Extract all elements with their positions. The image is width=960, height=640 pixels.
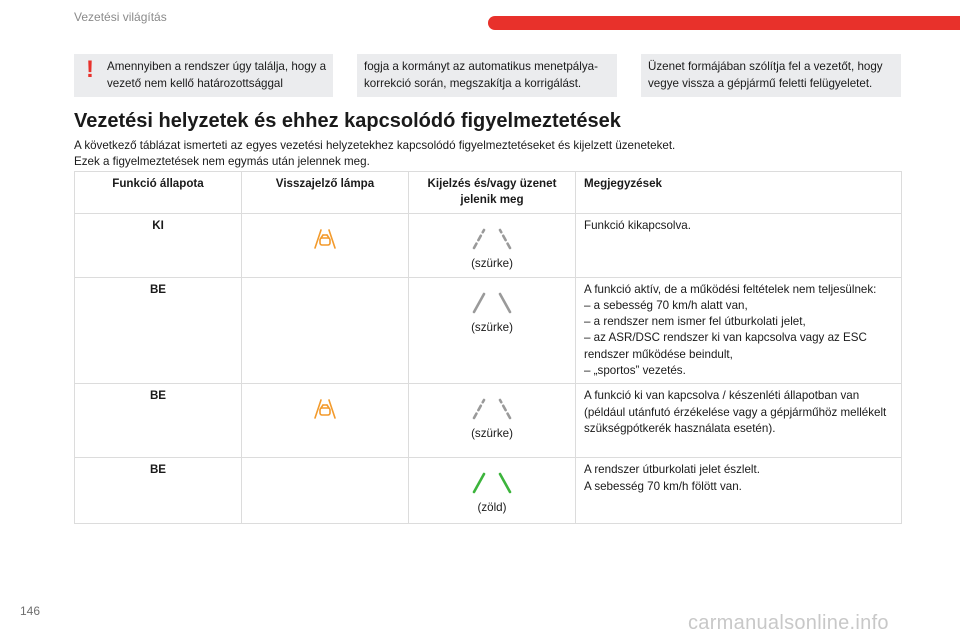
note-line: – az ASR/DSC rendszer ki van kapcsolva vagy az ESC rendszer működése beindult, bbox=[584, 331, 867, 361]
table-header-row bbox=[75, 172, 902, 214]
note-line: A rendszer útburkolati jelet észlelt. bbox=[584, 463, 760, 477]
note-line: – a sebesség 70 km/h alatt van, bbox=[584, 298, 748, 312]
cell-display bbox=[409, 384, 576, 458]
cell-state: BE bbox=[75, 384, 242, 458]
note-line: A sebesség 70 km/h fölött van. bbox=[584, 479, 742, 493]
note-line: – „sportos” vezetés. bbox=[584, 364, 686, 378]
display-color-caption: (szürke) bbox=[471, 256, 513, 270]
note-line: Funkció kikapcsolva. bbox=[584, 218, 691, 232]
intro-line: A következő táblázat ismerteti az egyes vezetési helyzetekhez kapcsolódó figyelmeztetéseket és kijelzett üzeneteket. bbox=[74, 139, 676, 152]
cell-display bbox=[409, 277, 576, 384]
running-header: Vezetési világítás bbox=[74, 10, 167, 24]
note-line: A funkció aktív, de a működési feltételek nem teljesülnek: bbox=[584, 282, 877, 296]
lane-lines-solid-icon bbox=[460, 472, 524, 494]
header-lamp: Visszajelző lámpa bbox=[242, 172, 409, 214]
table-row bbox=[75, 213, 902, 277]
warning-box bbox=[74, 54, 333, 97]
watermark: carmanualsonline.info bbox=[688, 612, 889, 634]
page-number: 146 bbox=[20, 604, 41, 618]
cell-lamp bbox=[242, 384, 409, 458]
warning-box-text: Amennyiben a rendszer úgy találja, hogy a vezető nem kellő határozottsággal bbox=[107, 60, 327, 90]
section-intro bbox=[74, 138, 675, 169]
lane-lines-dashed-icon bbox=[460, 228, 524, 250]
cell-notes bbox=[576, 458, 902, 524]
cell-lamp bbox=[242, 277, 409, 384]
intro-line: Ezek a figyelmeztetések nem egymás után jelennek meg. bbox=[74, 154, 370, 168]
message-box-text: Üzenet formájában szólítja fel a vezetőt, hogy vegye vissza a gépjármű feletti felügyeletet. bbox=[648, 60, 883, 90]
lane-keeping-warning-lamp-icon bbox=[312, 396, 338, 420]
note-line: A funkció ki van kapcsolva / készenléti állapotban van (például utánfutó érzékelése vagy a gépjárműhöz mellékelt szükségpótkerék használata esetén). bbox=[584, 389, 887, 435]
cell-display bbox=[409, 213, 576, 277]
table-row bbox=[75, 458, 902, 524]
cell-state: KI bbox=[75, 213, 242, 277]
header-notes: Megjegyzések bbox=[576, 172, 902, 214]
display-color-caption: (szürke) bbox=[471, 427, 513, 441]
cell-notes bbox=[576, 213, 902, 277]
display-color-caption: (zöld) bbox=[477, 501, 507, 515]
cell-display bbox=[409, 458, 576, 524]
lane-lines-dashed-icon bbox=[460, 398, 524, 420]
cell-notes bbox=[576, 384, 902, 458]
table-body bbox=[75, 213, 902, 524]
table-row bbox=[75, 384, 902, 458]
cell-state: BE bbox=[75, 277, 242, 384]
message-box bbox=[641, 54, 901, 97]
note-line: – a rendszer nem ismer fel útburkolati jelet, bbox=[584, 315, 806, 329]
cell-lamp bbox=[242, 458, 409, 524]
cell-state: BE bbox=[75, 458, 242, 524]
warnings-table bbox=[74, 171, 902, 524]
cell-lamp bbox=[242, 213, 409, 277]
display-color-caption: (szürke) bbox=[471, 320, 513, 334]
warning-exclamation-icon: ! bbox=[86, 56, 94, 83]
section-title: Vezetési helyzetek és ehhez kapcsolódó figyelmeztetések bbox=[74, 110, 621, 132]
table-row bbox=[75, 277, 902, 384]
header-state: Funkció állapota bbox=[75, 172, 242, 214]
lane-lines-solid-icon bbox=[460, 292, 524, 314]
header-display: Kijelzés és/vagy üzenet jelenik meg bbox=[409, 172, 576, 214]
continuation-box bbox=[357, 54, 617, 97]
cell-notes bbox=[576, 277, 902, 384]
continuation-box-text: fogja a kormányt az automatikus menetpálya-korrekció során, megszakítja a korrigálást. bbox=[364, 60, 598, 90]
header-accent-bar bbox=[488, 16, 960, 30]
lane-keeping-warning-lamp-icon bbox=[312, 226, 338, 250]
